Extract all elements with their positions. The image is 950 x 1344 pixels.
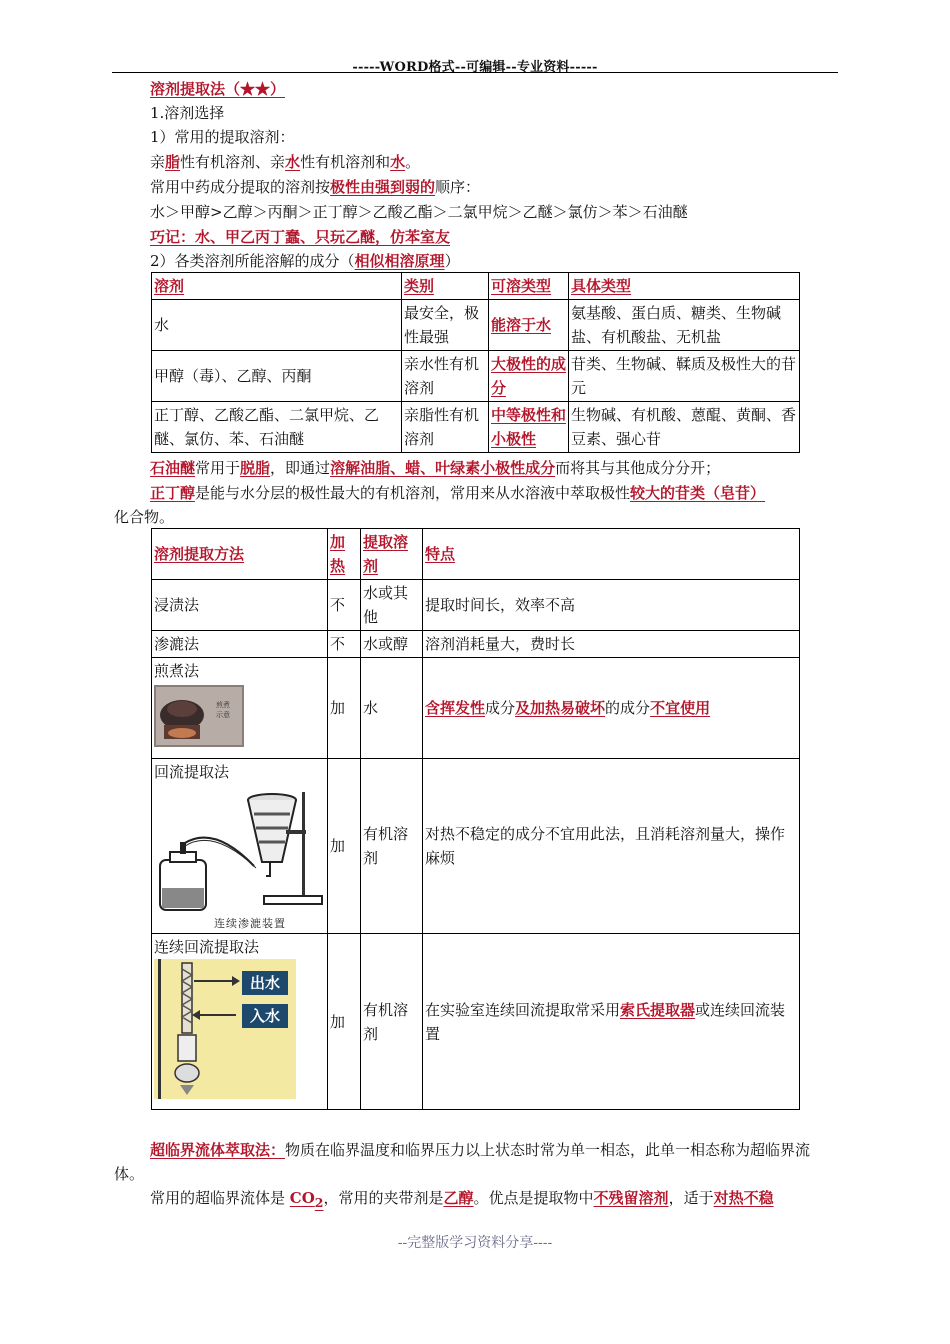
table-cell xyxy=(152,759,328,934)
t: 水 xyxy=(390,153,406,171)
t: 提取溶剂 xyxy=(363,533,409,575)
extraction-method-table xyxy=(151,528,800,1110)
mnemonic xyxy=(150,226,450,248)
t: 特点 xyxy=(425,545,456,563)
header-cell xyxy=(152,273,402,300)
table-row xyxy=(152,759,800,934)
t: 脂 xyxy=(165,153,181,171)
t: 不宜使用 xyxy=(650,699,711,717)
table-cell xyxy=(152,934,328,1110)
t: 能溶于水 xyxy=(491,316,552,334)
page-header: -----WORD格式--可编辑--专业资料----- xyxy=(352,60,598,75)
table-cell: 亲脂性有机溶剂 xyxy=(402,402,489,453)
table-cell: 正丁醇、乙酸乙酯、二氯甲烷、乙醚、氯仿、苯、石油醚 xyxy=(152,402,402,453)
section-title xyxy=(150,78,285,100)
table-cell xyxy=(489,300,569,351)
t: 物质在临界温度和临界压力以上状态时常为单一相态，此单一相态称为超临界流体。 xyxy=(114,1141,811,1183)
t: 常用于 xyxy=(195,459,241,477)
t: 具体类型 xyxy=(571,277,632,295)
polarity-order-intro xyxy=(150,176,480,198)
method-name: 连续回流提取法 xyxy=(154,938,260,956)
solvent-table xyxy=(151,272,800,453)
table-cell: 加 xyxy=(328,759,361,934)
table-cell: 氨基酸、蛋白质、糖类、生物碱盐、有机酸盐、无机盐 xyxy=(569,300,800,351)
t: 不残留溶剂 xyxy=(593,1189,669,1207)
method-name: 回流提取法 xyxy=(154,763,230,781)
butanol-note-cont: 化合物。 xyxy=(114,508,175,526)
table-cell: 加 xyxy=(328,658,361,759)
table-cell: 溶剂消耗量大，费时长 xyxy=(423,631,800,658)
table-row xyxy=(152,631,800,658)
table-cell: 苷类、生物碱、鞣质及极性大的苷元 xyxy=(569,351,800,402)
table-cell xyxy=(489,351,569,402)
table-cell: 水 xyxy=(152,300,402,351)
mnemonic-text: 巧记：水、甲乙丙丁蠢、只玩乙醚，仿苯室友 xyxy=(150,228,451,246)
table-row xyxy=(152,300,800,351)
table-cell: 不 xyxy=(328,580,361,631)
header-cell xyxy=(361,529,423,580)
t: 加热 xyxy=(330,533,346,575)
header-cell xyxy=(402,273,489,300)
header-cell xyxy=(328,529,361,580)
figure-caption: 连续渗漉装置 xyxy=(214,917,286,930)
table-cell: 水 xyxy=(361,658,423,759)
solvent-types-line xyxy=(150,151,420,173)
t: 对热不稳 xyxy=(713,1189,774,1207)
table-row xyxy=(152,402,800,453)
table-cell: 对热不稳定的成分不宜用此法，且消耗溶剂量大，操作麻烦 xyxy=(423,759,800,934)
supercritical-fluid-line xyxy=(150,1187,774,1214)
table-row xyxy=(152,934,800,1110)
soxhlet-apparatus-figure xyxy=(154,959,296,1099)
t: 溶剂提取方法 xyxy=(154,545,245,563)
t: 2）各类溶剂所能溶解的成分（ xyxy=(150,252,355,270)
table-cell: 甲醇（毒）、乙醇、丙酮 xyxy=(152,351,402,402)
method-name: 煎煮法 xyxy=(154,662,200,680)
svg-text:示意: 示意 xyxy=(216,711,230,719)
t: ，即通过 xyxy=(270,459,331,477)
t: 性有机溶剂和 xyxy=(300,153,391,171)
table-row xyxy=(152,658,800,759)
t: 含挥发性 xyxy=(425,699,486,717)
t: ，适于 xyxy=(668,1189,714,1207)
header-rule xyxy=(112,72,838,73)
subsection-1: 1.溶剂选择 xyxy=(150,104,225,122)
table-cell: 提取时间长，效率不高 xyxy=(423,580,800,631)
t: CO xyxy=(289,1189,315,1207)
table-cell: 水或其他 xyxy=(361,580,423,631)
table-cell: 生物碱、有机酸、蒽醌、黄酮、香豆素、强心苷 xyxy=(569,402,800,453)
t: 。 xyxy=(405,153,421,171)
t: 亲 xyxy=(150,153,166,171)
table-cell xyxy=(423,934,800,1110)
t: 常用中药成分提取的溶剂按 xyxy=(150,178,331,196)
svg-text:煎煮: 煎煮 xyxy=(216,701,230,709)
table-row xyxy=(152,580,800,631)
t: 溶解油脂、蜡、叶绿素小极性成分 xyxy=(330,459,556,477)
table-cell: 渗漉法 xyxy=(152,631,328,658)
table-cell: 最安全，极性最强 xyxy=(402,300,489,351)
table-cell: 有机溶剂 xyxy=(361,759,423,934)
water-in-label: 入水 xyxy=(242,1004,288,1028)
t: 。优点是提取物中 xyxy=(473,1189,594,1207)
t: 中等极性和小极性 xyxy=(491,406,567,448)
table-cell: 亲水性有机溶剂 xyxy=(402,351,489,402)
t: 可溶类型 xyxy=(491,277,552,295)
table-cell: 浸渍法 xyxy=(152,580,328,631)
t: 乙醇 xyxy=(443,1189,474,1207)
table-cell: 加 xyxy=(328,934,361,1110)
table-cell: 有机溶剂 xyxy=(361,934,423,1110)
page-footer: --完整版学习资料分享---- xyxy=(397,1235,553,1251)
table-cell: 不 xyxy=(328,631,361,658)
subsection-1-1: 1）常用的提取溶剂： xyxy=(150,128,295,146)
water-out-label: 出水 xyxy=(242,971,288,995)
t: 在实验室连续回流提取常采用 xyxy=(425,1000,621,1019)
polarity-order: 水＞甲醇>乙醇＞丙酮＞正丁醇＞乙酸乙酯＞二氯甲烷＞乙醚＞氯仿＞苯＞石油醚 xyxy=(150,203,688,221)
table-cell xyxy=(423,658,800,759)
butanol-note xyxy=(150,482,765,504)
decoction-photo xyxy=(154,685,244,747)
table-row xyxy=(152,351,800,402)
t: 超临界流体萃取法： xyxy=(150,1141,286,1159)
table-row xyxy=(152,529,800,580)
t: 大极性的成分 xyxy=(491,355,567,397)
header-cell xyxy=(569,273,800,300)
supercritical-definition xyxy=(114,1138,840,1186)
section-title-text: 溶剂提取法（★★） xyxy=(150,80,286,98)
table-cell: 水或醇 xyxy=(361,631,423,658)
table-row xyxy=(152,273,800,300)
t: 索氏提取器 xyxy=(620,1000,696,1019)
t: 极性由强到弱的 xyxy=(330,178,436,196)
t: 类别 xyxy=(404,277,435,295)
t: 或连续回流装置 xyxy=(425,1000,786,1043)
header-cell xyxy=(152,529,328,580)
t: 正丁醇 xyxy=(150,484,196,502)
reflux-apparatus-icon xyxy=(154,784,324,914)
t: 相似相溶原理 xyxy=(354,252,445,270)
petroleum-ether-note xyxy=(150,457,720,479)
t: 2 xyxy=(314,1195,324,1210)
subsection-1-2 xyxy=(150,250,460,272)
reflux-apparatus-figure xyxy=(154,784,324,930)
t: 水 xyxy=(285,153,301,171)
t: ） xyxy=(444,252,460,270)
t: 是能与水分层的极性最大的有机溶剂，常用来从水溶液中萃取极性 xyxy=(195,484,631,502)
header-cell xyxy=(423,529,800,580)
t: 而将其与其他成分分开； xyxy=(555,459,721,477)
t: 石油醚 xyxy=(150,459,196,477)
t: 性有机溶剂、亲 xyxy=(180,153,286,171)
t: 顺序： xyxy=(435,178,481,196)
t: 较大的苷类（皂苷） xyxy=(630,484,766,502)
table-cell xyxy=(152,658,328,759)
t: 常用的超临界流体是 xyxy=(150,1189,290,1207)
t: 脱脂 xyxy=(240,459,271,477)
t: ，常用的夹带剂是 xyxy=(323,1189,444,1207)
table-cell xyxy=(489,402,569,453)
t: 溶剂 xyxy=(154,277,185,295)
header-cell xyxy=(489,273,569,300)
t: 成分 xyxy=(485,699,516,717)
t: 及加热易破坏 xyxy=(515,699,606,717)
t: 的成分 xyxy=(605,699,651,717)
